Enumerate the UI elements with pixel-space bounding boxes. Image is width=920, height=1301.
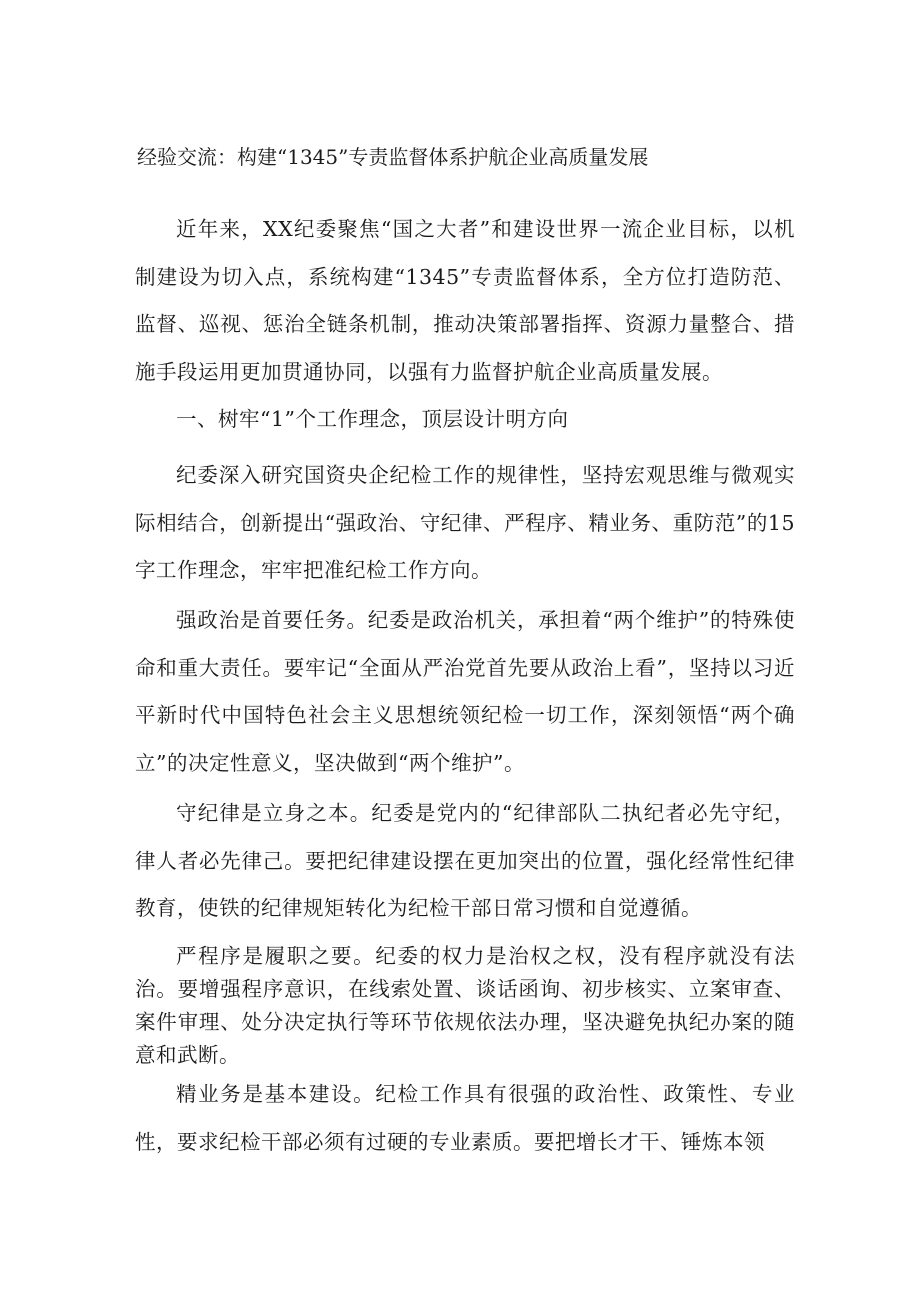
intro-paragraph: 近年来，XX纪委聚焦“国之大者”和建设世界一流企业目标，以机制建设为切入点，系统构建“1345”专责监督体系，全方位打造防范、监督、巡视、惩治全链条机制，推动决策部署指挥、资源力量整合、措施手段运用更加贯通协同，以强有力监督护航企业高质量发展。	[135, 217, 795, 384]
discipline-paragraph: 守纪律是立身之本。纪委是党内的“纪律部队二执纪者必先守纪，律人者必先律己。要把纪律建设摆在更加突出的位置，强化经常性纪律教育，使铁的纪律规矩转化为纪检干部日常习惯和自觉遵循。	[135, 801, 795, 920]
section-1-heading: 一、树牢“1”个工作理念，顶层设计明方向	[176, 407, 569, 431]
document-title: 经验交流：构建“1345”专责监督体系护航企业高质量发展	[137, 145, 649, 169]
procedure-paragraph: 严程序是履职之要。纪委的权力是治权之权，没有程序就没有法治。要增强程序意识，在线索处置、谈话函询、初步核实、立案审查、案件审理、处分决定执行等环节依规依法办理，坚决避免执纪办案的随意和武断。	[135, 944, 795, 1067]
politics-paragraph: 强政治是首要任务。纪委是政治机关，承担着“两个维护”的特殊使命和重大责任。要牢记“全面从严治党首先要从政治上看”，坚持以习近平新时代中国特色社会主义思想统领纪检一切工作，深刻领悟“两个确立”的决定性意义，坚决做到“两个维护”。	[135, 608, 795, 775]
business-paragraph: 精业务是基本建设。纪检工作具有很强的政治性、政策性、专业性，要求纪检干部必须有过硬的专业素质。要把增长才干、锤炼本领	[135, 1082, 795, 1154]
section-1-body: 纪委深入研究国资央企纪检工作的规律性，坚持宏观思维与微观实际相结合，创新提出“强政治、守纪律、严程序、精业务、重防范”的15字工作理念，牢牢把准纪检工作方向。	[135, 463, 795, 582]
